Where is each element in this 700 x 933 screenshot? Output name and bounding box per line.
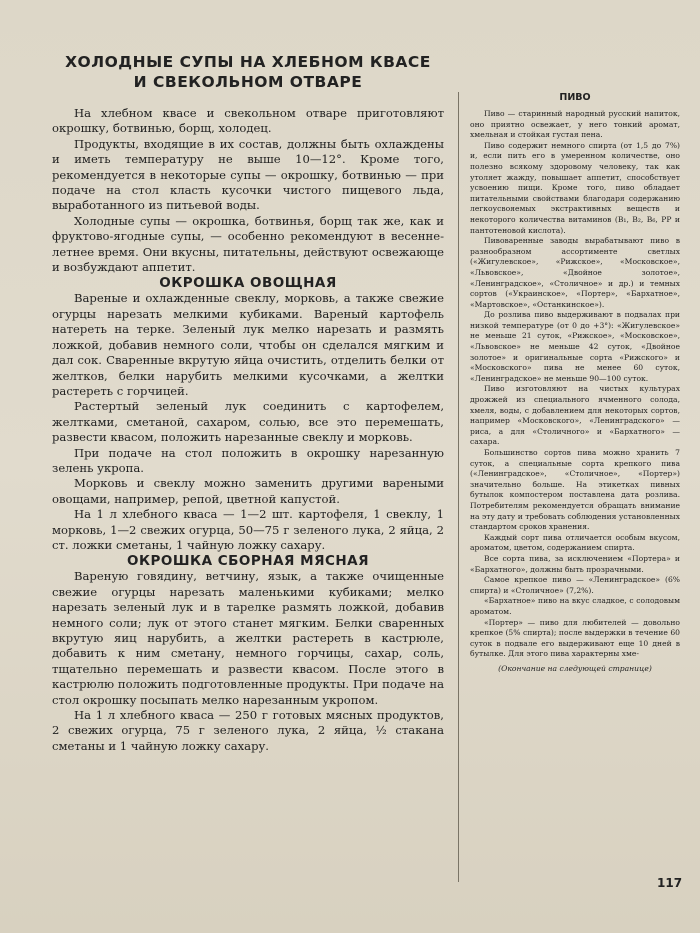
section-okroshka-vegetable <box>52 291 444 553</box>
column-divider <box>458 92 459 882</box>
section-title-okroshka-vegetable: ОКРОШКА ОВОЩНАЯ <box>159 275 337 292</box>
intro-paragraph: Продукты, входящие в их состав, должны быть охлаждены и иметь температуру не выше 10—12°. Кроме того, рекомендуется в некоторые супы — окрошку, ботвинью — при подаче на стол класть кусочки чистого пищевого льда, выработанного из питьевой воды. <box>52 136 444 213</box>
sidebar-paragraph: «Бархатное» пиво на вкус сладкое, с солодовым ароматом. <box>470 596 680 616</box>
continuation-note: (Окончание на следующей странице) <box>498 663 652 673</box>
sidebar-paragraph: «Портер» — пиво для любителей — довольно крепкое (5% спирта); после выдержки в течение 60 суток в подвале его выдерживают еще 10 дней в бутылке. Для этого пива характерны хме- <box>470 617 680 659</box>
sidebar-paragraph: Самое крепкое пиво — «Ленинградское» (6% спирта) и «Столичное» (7,2%). <box>470 575 680 595</box>
main-title-line1: ХОЛОДНЫЕ СУПЫ НА ХЛЕБНОМ КВАСЕ <box>65 53 431 71</box>
sidebar-title: ПИВО <box>559 92 591 103</box>
intro-paragraph: На хлебном квасе и свекольном отваре приготовляют окрошку, ботвинью, борщ, холодец. <box>52 106 444 136</box>
recipe-ingredients: На 1 л хлебного кваса — 1—2 шт. картофеля, 1 свеклу, 1 морковь, 1—2 свежих огурца, 50—75 г зеленого лука, 2 яйца, 2 ст. ложки сметаны, 1 чайную ложку сахару. <box>52 507 444 552</box>
recipe-paragraph: При подаче на стол положить в окрошку нарезанную зелень укропа. <box>52 445 444 475</box>
intro-paragraph: Холодные супы — окрошка, ботвинья, борщ так же, как и фруктово-ягодные супы, — особенно рекомендуют в весенне-летнее время. Они вкусны, питательны, действуют освежающе и возбуждают аппетит. <box>52 213 444 275</box>
sidebar-paragraph: Большинство сортов пива можно хранить 7 суток, а специальные сорта крепкого пива («Ленинградское», «Столичное», «Портер») значительно больше. На этикетках пивных бутылок компостером поставлена дата розлива. Потребителям рекомендуется обращать внимание на эту дату и требовать соблюдения установленных стандартом сроков хранения. <box>470 448 680 532</box>
sidebar-paragraph: До розлива пиво выдерживают в подвалах при низкой температуре (от 0 до +3°): «Жигулевское» не меньше 21 суток, «Рижское», «Московское», «Львовское» не меньше 42 суток, «Двойное золотое» и оригинальные сорта «Рижского» и «Московского» пива не менее 60 суток, «Ленинградское» не меньше 90—100 суток. <box>470 310 680 383</box>
recipe-paragraph: Растертый зеленый лук соединить с картофелем, желтками, сметаной, сахаром, солью, все это перемешать, развести квасом, положить нарезанные свеклу и морковь. <box>52 399 444 445</box>
page-number: 117 <box>657 876 683 890</box>
sidebar-paragraph: Пиво — старинный народный русский напиток, оно приятно освежает, у него тонкий аромат, хмельная и стойкая густая пена. <box>470 109 680 140</box>
main-column <box>52 52 444 754</box>
sidebar-paragraph: Все сорта пива, за исключением «Портера» и «Бархатного», должны быть прозрачными. <box>470 553 680 574</box>
main-title <box>52 52 444 92</box>
sidebar-paragraph: Каждый сорт пива отличается особым вкусом, ароматом, цветом, содержанием спирта. <box>470 532 680 553</box>
sidebar-paragraph: Пиво изготовляют на чистых культурах дрожжей из специального ячменного солода, хмеля, воды, с добавлением для некоторых сортов, например «Московского», «Ленинградского» — риса, а для «Столичного» и «Бархатного» — сахара. <box>470 384 680 447</box>
section-okroshka-meat <box>52 569 444 754</box>
recipe-ingredients: На 1 л хлебного кваса — 250 г готовых мясных продуктов, 2 свежих огурца, 75 г зеленого лука, 2 яйца, ½ стакана сметаны и 1 чайную ложку сахару. <box>52 708 444 753</box>
sidebar-column <box>470 92 680 674</box>
sidebar-paragraph: Пивоваренные заводы вырабатывают пиво в разнообразном ассортименте светлых («Жигулевское», «Рижское», «Московское», «Львовское», «Двойное золотое», «Ленинградское», «Столичное» и др.) и темных сортов («Украинское», «Портер», «Бархатное», «Мартовское», «Останкинское»). <box>470 236 680 309</box>
recipe-paragraph: Вареную говядину, ветчину, язык, а также очищенные свежие огурцы нарезать маленькими кубиками; мелко нарезать зеленый лук и в тарелке размять ложкой, добавив немного соли; лук от этого станет мягким. Белки сваренных вкрутую яиц нарубить, а желтки растереть в кастрюле, добавить к ним сметану, немного горчицы, сахар, соль, тщательно перемешать и развести квасом. После этого в кастрюлю положить подготовленные продукты. При подаче на стол окрошку посыпать мелко нарезанным укропом. <box>52 569 444 707</box>
intro-text <box>52 106 444 275</box>
sidebar-paragraph: Пиво содержит немного спирта (от 1,5 до 7%) и, если пить его в умеренном количестве, оно полезно всякому здоровому человеку, так как утоляет жажду, повышает аппетит, способствует усвоению пищи. Кроме того, пиво обладает питательными свойствами благодаря содержанию легкоусвояемых экстрактивных веществ и некоторого количества витаминов (B₁, B₂, B₆, PP и пантотеновой кислота). <box>470 140 680 235</box>
main-title-line2: И СВЕКОЛЬНОМ ОТВАРЕ <box>133 73 363 91</box>
section-title-okroshka-meat: ОКРОШКА СБОРНАЯ МЯСНАЯ <box>126 553 370 570</box>
recipe-paragraph: Морковь и свеклу можно заменить другими вареными овощами, например, репой, цветной капустой. <box>52 476 444 506</box>
recipe-paragraph: Вареные и охлажденные свеклу, морковь, а также свежие огурцы нарезать мелкими кубиками. Вареный картофель натереть на терке. Зеленый лук мелко нарезать и размять ложкой, добавив немного соли, чтобы он сделался мягким и дал сок. Сваренные вкрутую яйца очистить, отделить белки от желтков, белки нарубить мелкими кусочками, а желтки растереть с горчицей. <box>52 291 444 398</box>
